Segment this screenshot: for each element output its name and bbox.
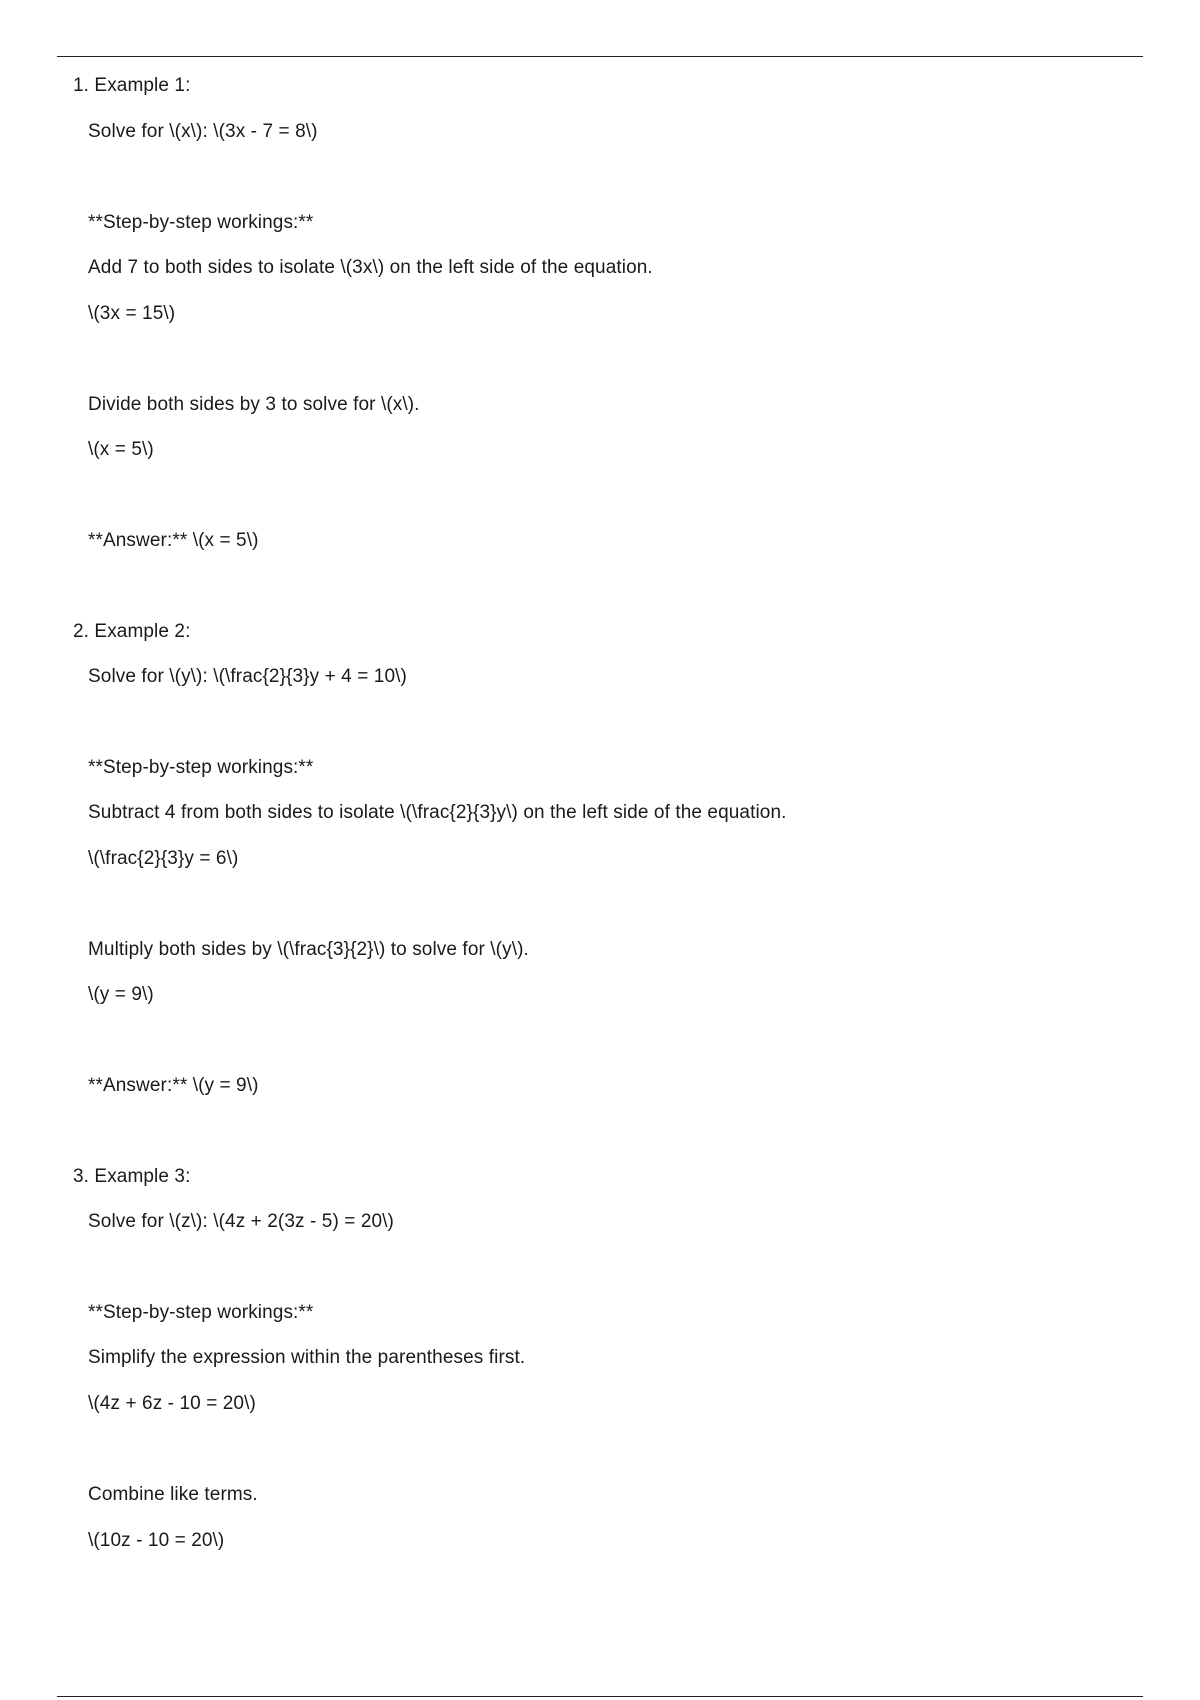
example-heading: 2. Example 2:	[73, 621, 191, 642]
bottom-rule	[57, 1696, 1143, 1697]
step-equation: \(x = 5\)	[88, 439, 154, 460]
step-equation: \(y = 9\)	[88, 984, 154, 1005]
step-equation: \(4z + 6z - 10 = 20\)	[88, 1393, 256, 1414]
answer-line: **Answer:** \(x = 5\)	[88, 530, 259, 551]
problem-statement: Solve for \(x\): \(3x - 7 = 8\)	[88, 121, 318, 142]
step-text: Divide both sides by 3 to solve for \(x\).	[88, 394, 420, 415]
example-heading: 3. Example 3:	[73, 1166, 191, 1187]
workings-label: **Step-by-step workings:**	[88, 212, 314, 233]
workings-label: **Step-by-step workings:**	[88, 757, 314, 778]
step-equation: \(\frac{2}{3}y = 6\)	[88, 848, 239, 869]
step-equation: \(3x = 15\)	[88, 303, 176, 324]
step-text: Subtract 4 from both sides to isolate \(\frac{2}{3}y\) on the left side of the equation.	[88, 802, 787, 823]
example-heading: 1. Example 1:	[73, 75, 191, 96]
step-text: Simplify the expression within the parentheses first.	[88, 1347, 526, 1368]
top-rule	[57, 56, 1143, 57]
answer-line: **Answer:** \(y = 9\)	[88, 1075, 259, 1096]
step-text: Combine like terms.	[88, 1484, 258, 1505]
problem-statement: Solve for \(z\): \(4z + 2(3z - 5) = 20\)	[88, 1211, 394, 1232]
workings-label: **Step-by-step workings:**	[88, 1302, 314, 1323]
problem-statement: Solve for \(y\): \(\frac{2}{3}y + 4 = 10\)	[88, 666, 407, 687]
step-text: Multiply both sides by \(\frac{3}{2}\) to solve for \(y\).	[88, 939, 529, 960]
step-equation: \(10z - 10 = 20\)	[88, 1530, 225, 1551]
step-text: Add 7 to both sides to isolate \(3x\) on the left side of the equation.	[88, 257, 653, 278]
